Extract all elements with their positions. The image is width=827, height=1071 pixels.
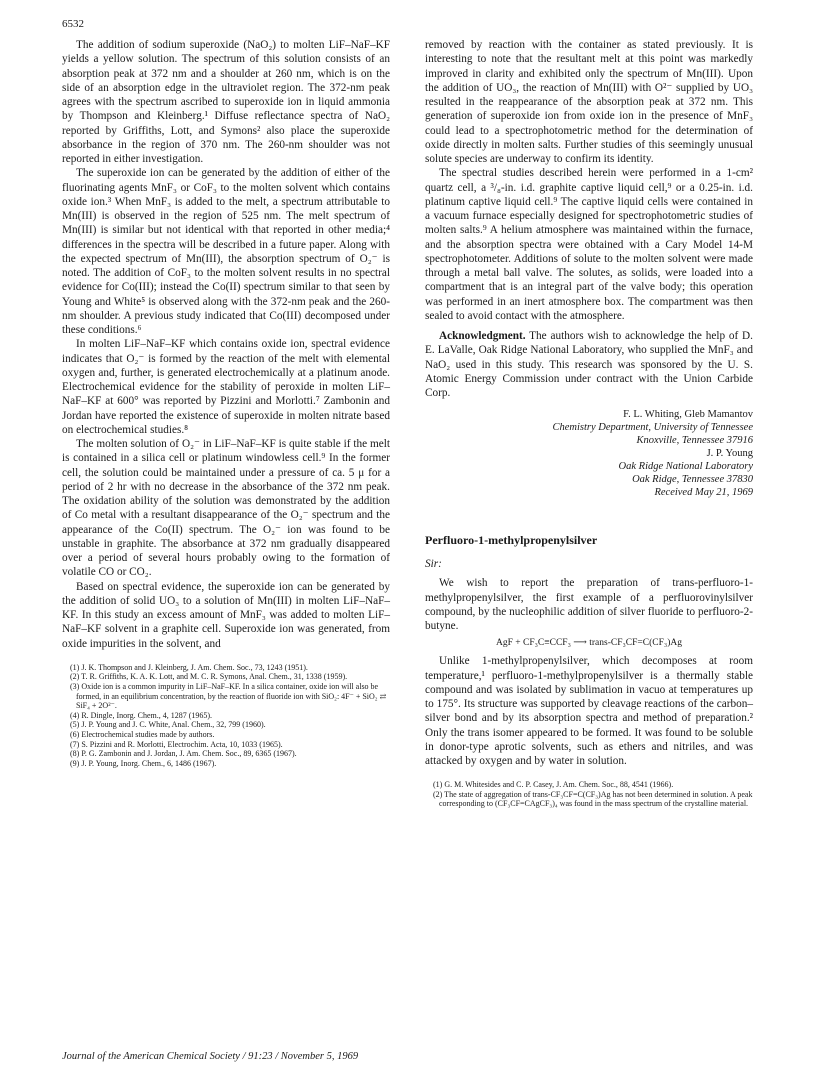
paragraph: removed by reaction with the container as stated previously. It is interesting to note that the resultant melt at this point was markedly improved in clarity and exhibited only the spectrum of Mn(III). Upon the addition of UO₃, the reaction of Mn(III) with O²⁻ supplied by UO₃ resulted in the reappearance of the absorption peak at 372 nm. This generation of superoxide ion from oxide ion in the presence of MnF₃ could lead to a spectrophotometric method for the determination of oxide directly in molten salts. Further studies of this seemingly unusual solute species are underway to confirm its identity. <box>425 39 753 165</box>
footnote: (1) G. M. Whitesides and C. P. Casey, J. Am. Chem. Soc., 88, 4541 (1966). <box>433 780 674 790</box>
footnote: (2) The state of aggregation of trans-CF₃CF=C(CF₃)Ag has not been determined in solution. A peak corresponding to (CF₃CF=CAgCF₃)₄ was found in the mass spectrum of the crystalline material. <box>433 789 753 809</box>
footnote: (4) R. Dingle, Inorg. Chem., 4, 1287 (1965). <box>70 710 213 720</box>
footnote: (5) J. P. Young and J. C. White, Anal. Chem., 32, 799 (1960). <box>70 720 266 730</box>
right-column <box>425 38 753 809</box>
paragraph: The addition of sodium superoxide (NaO₂) to molten LiF–NaF–KF yields a yellow solution. The spectrum of this solution consists of an absorption peak at 372 nm and a shoulder at 260 nm, which is on the side of an absorption edge in the ultraviolet region. The 372-nm peak agrees with the spectrum ascribed to superoxide ion in liquid ammonia by Thompson and Kleinberg.¹ Diffuse reflectance spectra of NaO₂ reported by Griffiths, Lott, and Symons² also place the superoxide absorbance in the region of 370 nm. The 260-nm shoulder was not reported in either investigation. <box>62 39 390 165</box>
acknowledgment <box>425 329 753 400</box>
ack-text: The authors wish to acknowledge the help of D. E. LaValle, Oak Ridge National Laboratory, who supplied the MnF₃ and NaO₂ used in this study. This research was sponsored by the U. S. Atomic Energy Commission under contract with the Union Carbide Corp. <box>425 330 753 399</box>
author-names: J. P. Young <box>706 448 753 460</box>
left-column <box>62 38 390 768</box>
paragraph: We wish to report the preparation of trans-perfluoro-1-methylpropenylsilver, the first example of a perfluorovinylsilver compound, by the nucleophilic addition of silver fluoride to perfluoro-2-butyne. <box>425 577 753 632</box>
paragraph: The spectral studies described herein were performed in a 1-cm² quartz cell, a ³/₈-in. i.d. graphite captive liquid cell,⁹ or a 0.25-in. i.d. platinum captive liquid cell.⁹ The captive liquid cells were contained in a vacuum furnace especially designed for spectrophotometric studies of molten salts.⁹ A helium atmosphere was maintained within the furnace, and the absorption spectra were obtained with a Cary Model 14-M spectrophotometer. Additions of solute to the molten solvent were made through a metal ball valve. The solutes, as solids, were loaded into a compartment that is an integral part of the valve body; this operation was performed in an inert atmosphere box. The compartment was then sealed to avoid contact with the atmosphere. <box>425 167 753 322</box>
footnote: (2) T. R. Griffiths, K. A. K. Lott, and M. C. R. Symons, Anal. Chem., 31, 1338 (1959). <box>70 672 348 682</box>
author-names: F. L. Whiting, Gleb Mamantov <box>623 409 753 421</box>
paragraph: The molten solution of O₂⁻ in LiF–NaF–KF is quite stable if the melt is contained in a silica cell or platinum windowless cell.⁹ In the former cell, the solution could be maintained under a pressure of ca. 5 μ for a period of 2 hr with no decrease in the absorbance of the 372 nm peak. The oxidation ability of the solution was demonstrated by the addition of Co metal with a resultant disappearance of the O₂⁻ spectrum and the appearance of the Co(II) spectrum. The O₂⁻ ion was found to be unstable in graphite. The absorbance at 372 nm gradually disappeared over a period of several hours probably owing to the formation of volatile CO or CO₂. <box>62 438 390 579</box>
ack-heading: Acknowledgment. <box>439 330 526 342</box>
footnotes <box>62 663 390 769</box>
footnote: (6) Electrochemical studies made by authors. <box>70 729 215 739</box>
footnotes <box>425 780 753 809</box>
author-block <box>425 408 753 499</box>
salutation: Sir: <box>425 558 442 571</box>
paragraph: In molten LiF–NaF–KF which contains oxide ion, spectral evidence indicates that O₂⁻ is formed by the reaction of the melt with elemental oxygen and, further, is generated electrochemically at a platinum anode. Electrochemical evidence for the stability of peroxide in molten LiF–NaF–KF at 600° was reported by Pizzini and Morlotti.⁷ Zambonin and Jordan have reported the existence of superoxide in molten nitrate based on electrochemical studies.⁸ <box>62 338 390 436</box>
page-number: 6532 <box>62 18 84 30</box>
journal-footer: Journal of the American Chemical Society / 91:23 / November 5, 1969 <box>62 1051 359 1062</box>
affiliation: Oak Ridge, Tennessee 37830 <box>632 474 753 486</box>
footnote: (3) Oxide ion is a common impurity in LiF–NaF–KF. In a silica container, oxide ion will also be formed, in an equilibrium concentration, by the reaction of fluoride ion with SiO₂: 4F⁻ + SiO₂ ⇄ SiF₄ + 2O²⁻. <box>70 681 387 711</box>
affiliation: Oak Ridge National Laboratory <box>618 461 753 473</box>
equation: AgF + CF₃C≡CCF₃ ⟶ trans-CF₃CF=C(CF₃)Ag <box>495 638 682 649</box>
paragraph: The superoxide ion can be generated by the addition of either of the fluorinating agents MnF₃ or CoF₃ to the molten solvent which contains oxide ion.³ When MnF₃ is added to the melt, a spectrum attributable to Mn(III) is observed in the region of 525 nm. The melt spectrum of Mn(III) is similar but not identical with that reported in other media;⁴ differences in the spectra will be described in a future paper. Along with the expected spectrum of Mn(III), the absorption spectrum of O₂⁻ is noted. The addition of CoF₃ to the molten solvent results in no spectral evidence for Co(III); instead the Co(II) spectrum similar to that seen by Young and White⁵ is observed along with the 372-nm peak and the 260-nm shoulder. A previous study indicated that Co(III) decomposed under these conditions.⁶ <box>62 167 390 336</box>
paragraph: Unlike 1-methylpropenylsilver, which decomposes at room temperature,¹ perfluoro-1-methylpropenylsilver is a thermally stable compound and was isolated by sublimation in vacuo at temperatures up to 175°. Its structure was supported by cleavage reactions of the carbon–silver bond and by its absorption spectra and method of preparation.² Only the trans isomer appeared to be formed. It was found to be soluble in donor-type aprotic solvents, such as ethers and nitriles, and was attacked by oxygen and by water in solution. <box>425 655 753 767</box>
footnote: (7) S. Pizzini and R. Morlotti, Electrochim. Acta, 10, 1033 (1965). <box>70 739 283 749</box>
received-date: Received May 21, 1969 <box>654 487 753 499</box>
affiliation: Chemistry Department, University of Tennessee <box>552 422 753 434</box>
footnote: (8) P. G. Zambonin and J. Jordan, J. Am. Chem. Soc., 89, 6365 (1967). <box>70 749 297 759</box>
footnote: (9) J. P. Young, Inorg. Chem., 6, 1486 (1967). <box>70 758 217 768</box>
article-title: Perfluoro-1-methylpropenylsilver <box>425 533 598 548</box>
paragraph: Based on spectral evidence, the superoxide ion can be generated by the addition of solid UO₃ to a solution of Mn(III) in molten LiF–NaF–KF. In this study an excess amount of MnF₃ was added to molten LiF–NaF–KF solvent in a graphite cell. Superoxide ion was generated, from oxide impurities in the solvent, and <box>62 580 390 650</box>
affiliation: Knoxville, Tennessee 37916 <box>636 435 753 447</box>
footnote: (1) J. K. Thompson and J. Kleinberg, J. Am. Chem. Soc., 73, 1243 (1951). <box>70 662 308 672</box>
